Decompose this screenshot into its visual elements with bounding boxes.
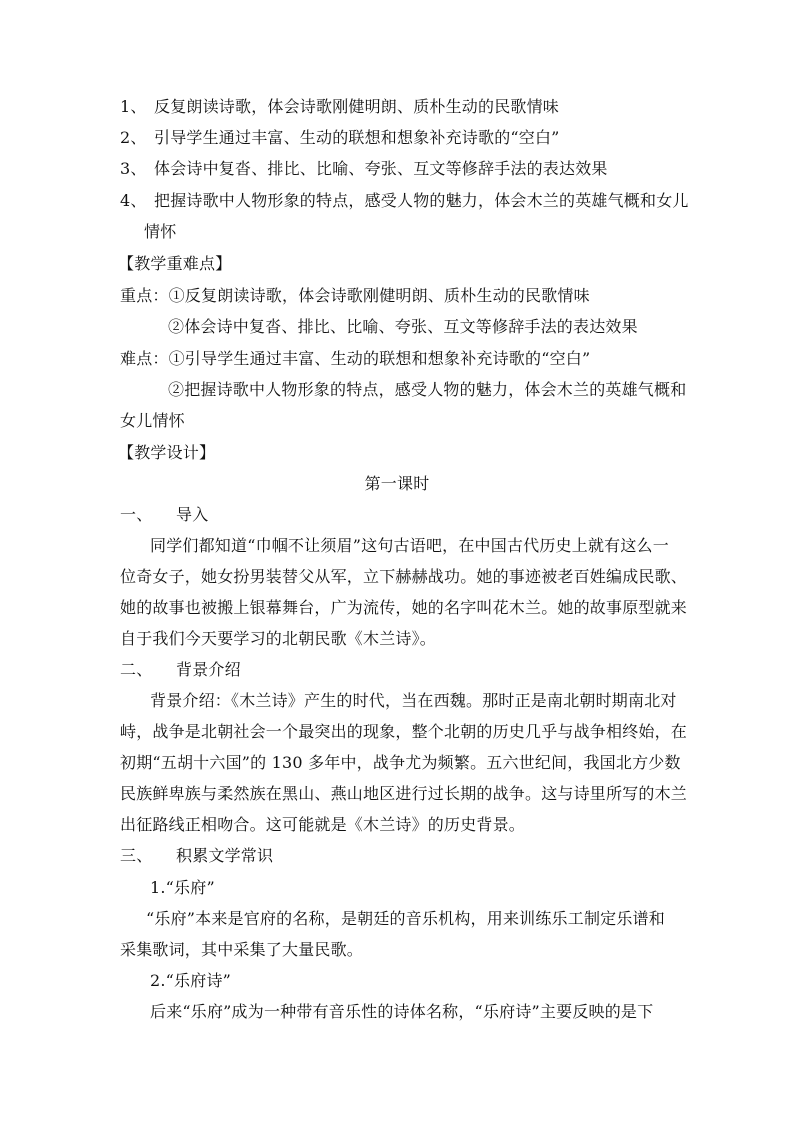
section-3-heading (120, 846, 273, 866)
section-2-paragraph-line: 背景介绍：《木兰诗》产生的时代，当在西魏。那时正是南北朝时期南北对 (150, 691, 677, 710)
objective-3 (120, 159, 608, 179)
objective-2 (120, 128, 560, 148)
objective-number: 1、 (120, 97, 147, 116)
section-1-paragraph-line: 同学们都知道“巾帼不让须眉”这句古语吧，在中国古代历史上就有这么一 (150, 536, 669, 555)
objective-1 (120, 97, 559, 117)
objective-text: 体会诗中复沓、排比、比喻、夸张、互文等修辞手法的表达效果 (154, 159, 608, 178)
difficult-point-2-continuation: 女儿情怀 (120, 411, 185, 430)
difficult-point-text: ①引导学生通过丰富、生动的联想和想象补充诗歌的“空白” (168, 349, 591, 368)
key-point-1 (120, 286, 590, 306)
subsection-1-title: 1.“乐府” (150, 878, 215, 897)
section-title: 导入 (176, 505, 209, 524)
subsection-1-line: “乐府”本来是官府的名称，是朝廷的音乐机构，用来训练乐工制定乐谱和 (146, 909, 665, 928)
key-point-2: ②体会诗中复沓、排比、比喻、夸张、互文等修辞手法的表达效果 (168, 317, 638, 336)
objective-number: 4、 (120, 191, 147, 210)
section-1-paragraph-line: 位奇女子，她女扮男装替父从军，立下赫赫战功。她的事迹被老百姓编成民歌、 (120, 567, 688, 586)
objective-4-continuation: 情怀 (144, 222, 177, 241)
objective-text: 反复朗读诗歌，体会诗歌刚健明朗、质朴生动的民歌情味 (154, 97, 560, 116)
design-heading: 【教学设计】 (118, 443, 216, 462)
difficult-point-label: 难点： (120, 349, 169, 368)
difficult-point-1 (120, 349, 590, 369)
section-title: 积累文学常识 (176, 846, 274, 865)
section-2-paragraph-line: 初期“五胡十六国”的 130 多年中，战争尤为频繁。五六世纪间，我国北方少数 (120, 753, 681, 772)
objective-number: 3、 (120, 159, 147, 178)
subsection-2-line: 后来“乐府”成为一种带有音乐性的诗体名称，“乐府诗”主要反映的是下 (150, 1002, 654, 1021)
section-1-paragraph-line: 她的故事也被搬上银幕舞台，广为流传，她的名字叫花木兰。她的故事原型就来 (120, 598, 688, 617)
key-point-text: ①反复朗读诗歌，体会诗歌刚健明朗、质朴生动的民歌情味 (168, 286, 590, 305)
key-point-label: 重点： (120, 286, 169, 305)
section-number: 一、 (120, 505, 153, 524)
section-title: 背景介绍 (176, 660, 241, 679)
difficult-point-2: ②把握诗歌中人物形象的特点，感受人物的魅力，体会木兰的英雄气概和 (168, 380, 687, 399)
section-1-paragraph-line: 自于我们今天要学习的北朝民歌《木兰诗》。 (120, 629, 437, 648)
section-1-heading (120, 505, 208, 525)
section-number: 三、 (120, 846, 153, 865)
lesson-title: 第一课时 (364, 474, 430, 493)
objective-number: 2、 (120, 128, 147, 147)
section-2-paragraph-line: 民族鲜卑族与柔然族在黑山、燕山地区进行过长期的战争。这与诗里所写的木兰 (120, 784, 688, 803)
section-2-heading (120, 660, 241, 680)
objective-text: 引导学生通过丰富、生动的联想和想象补充诗歌的“空白” (154, 128, 560, 147)
section-2-paragraph-line: 出征路线正相吻合。这可能就是《木兰诗》的历史背景。 (120, 815, 526, 834)
objective-4 (120, 191, 689, 211)
subsection-1-line: 采集歌词，其中采集了大量民歌。 (120, 940, 364, 959)
section-number: 二、 (120, 660, 153, 679)
section-2-paragraph-line: 峙，战争是北朝社会一个最突出的现象，整个北朝的历史几乎与战争相终始，在 (120, 722, 688, 741)
objective-text: 把握诗歌中人物形象的特点，感受人物的魅力，体会木兰的英雄气概和女儿 (154, 191, 689, 210)
key-points-heading: 【教学重难点】 (118, 254, 232, 273)
subsection-2-title: 2.“乐府诗” (150, 971, 232, 990)
